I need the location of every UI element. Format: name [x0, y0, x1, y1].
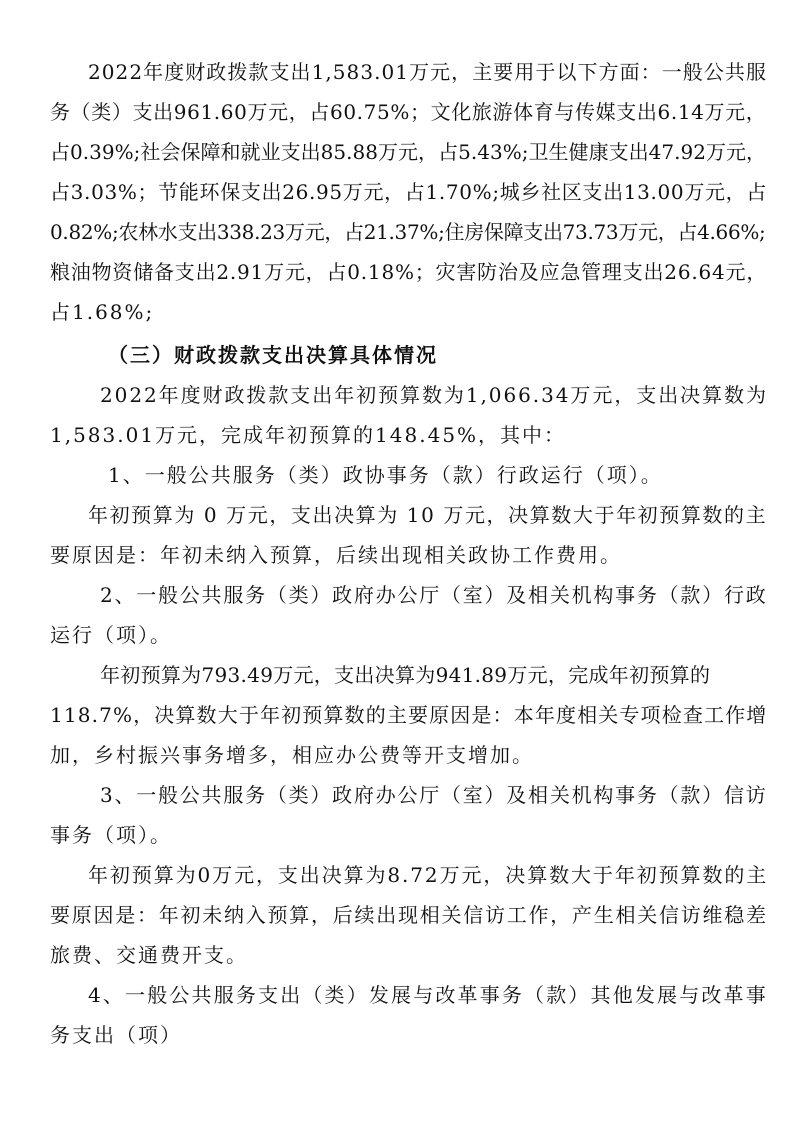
item2-line-2: 118.7%，决算数大于年初预算数的主要原因是：本年度相关专项检查工作增 — [50, 703, 768, 727]
item1-line-1: 年初预算为 0 万元，支出决算为 10 万元，决算数大于年初预算数的主 — [88, 503, 768, 527]
para1-line-3: 占0.39%;社会保障和就业支出85.88万元，占5.43%;卫生健康支出47.92万元， — [50, 140, 767, 164]
para1-line-5: 0.82%;农林水支出338.23万元，占21.37%;住房保障支出73.73万元，占4.66%; — [50, 220, 766, 244]
para1-line-6: 粮油物资储备支出2.91万元，占0.18%；灾害防治及应急管理支出26.64元， — [50, 260, 768, 284]
para1-line-2: 务（类）支出961.60万元，占60.75%；文化旅游体育与传媒支出6.14万元， — [50, 100, 767, 124]
para2-line-2: 1,583.01万元，完成年初预算的148.45%，其中： — [50, 423, 567, 447]
item3-line-1: 年初预算为0万元，支出决算为8.72万元，决算数大于年初预算数的主 — [88, 863, 769, 887]
para1-line-1: 2022年度财政拨款支出1,583.01万元，主要用于以下方面：一般公共服 — [88, 60, 768, 84]
item4-title-line-1: 4、一般公共服务支出（类）发展与改革事务（款）其他发展与改革事 — [88, 983, 768, 1007]
item1-title: 1、一般公共服务（类）政协事务（款）行政运行（项）。 — [108, 463, 663, 487]
item2-title-line-1: 2、一般公共服务（类）政府办公厅（室）及相关机构事务（款）行政 — [100, 583, 768, 607]
item4-title-line-2: 务支出（项） — [50, 1023, 182, 1047]
item2-title-line-2: 运行（项）。 — [50, 623, 172, 647]
item3-line-3: 旅费、交通费开支。 — [50, 943, 248, 967]
item3-title-line-1: 3、一般公共服务（类）政府办公厅（室）及相关机构事务（款）信访 — [100, 783, 768, 807]
item2-line-3: 加，乡村振兴事务增多，相应办公费等开支增加。 — [50, 743, 534, 767]
para1-line-7: 占1.68%; — [50, 300, 155, 324]
item3-title-line-2: 事务（项）。 — [50, 823, 172, 847]
para1-line-4: 占3.03%；节能环保支出26.95万元，占1.70%;城乡社区支出13.00万元，占 — [50, 180, 767, 204]
item3-line-2: 要原因是：年初未纳入预算，后续出现相关信访工作，产生相关信访维稳差 — [50, 903, 768, 927]
item1-line-2: 要原因是：年初未纳入预算，后续出现相关政协工作费用。 — [50, 543, 622, 567]
para2-line-1: 2022年度财政拨款支出年初预算数为1,066.34万元，支出决算数为 — [100, 383, 768, 407]
item2-line-1: 年初预算为793.49万元，支出决算为941.89万元，完成年初预算的 — [100, 663, 711, 687]
section-heading: （三）财政拨款支出决算具体情况 — [108, 343, 438, 367]
